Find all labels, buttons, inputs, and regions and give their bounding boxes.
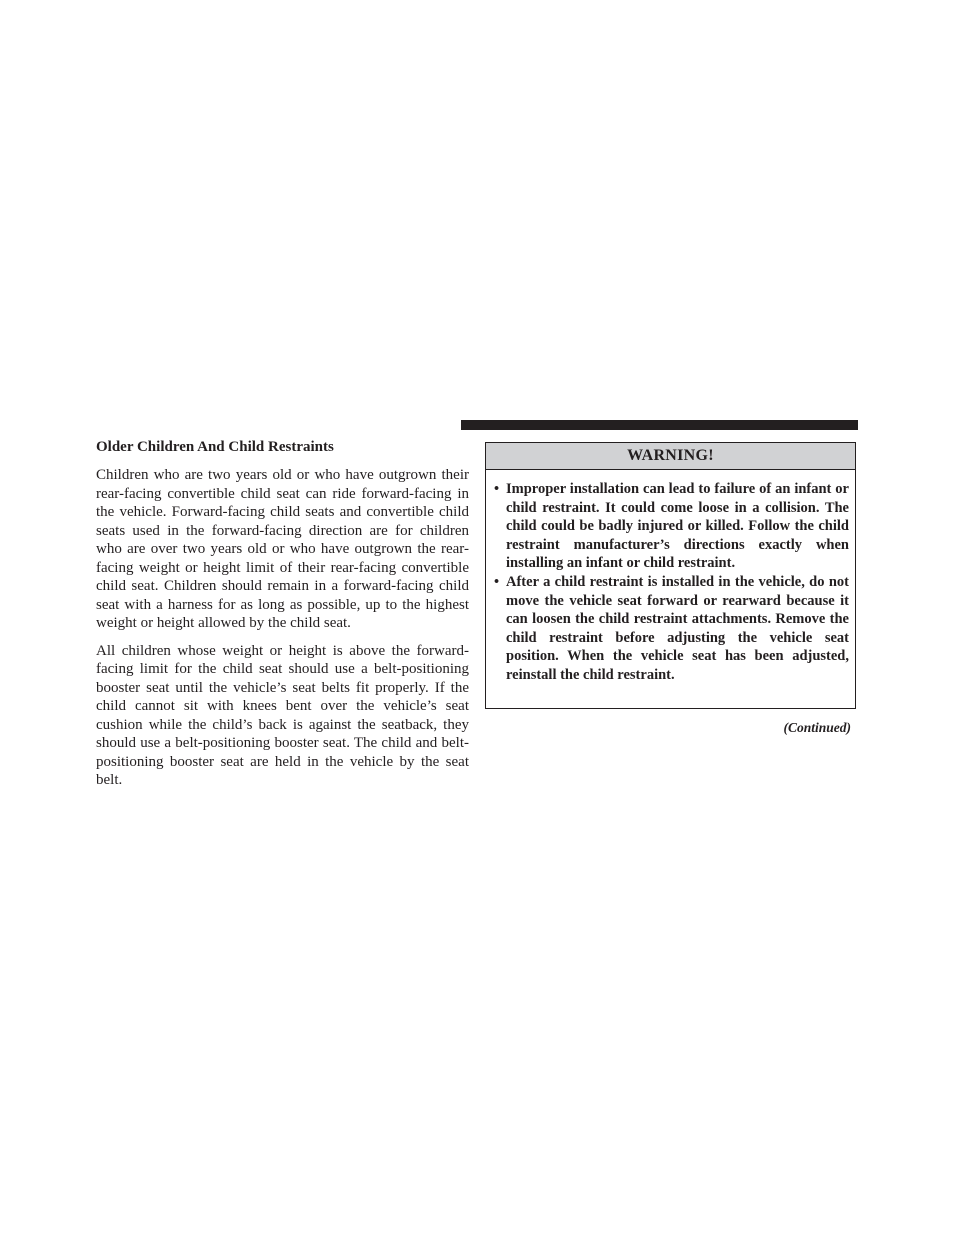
bullet-icon: • (494, 481, 500, 497)
section-top-rule (461, 420, 858, 430)
warning-box (485, 442, 856, 709)
warning-title: WARNING! (486, 443, 855, 470)
warning-item-text: After a child restraint is installed in the vehicle, do not move the vehicle seat forward or rearward because it can loosen the child restraint attachments. Remove the child restraint before adjusting the vehicle seat position. When the vehicle seat has been adjusted, reinstall the child restraint. (506, 573, 849, 683)
warning-item-2 (494, 573, 849, 685)
warning-item-1 (494, 480, 849, 573)
body-paragraph-2: All children whose weight or height is above the forward-facing limit for the child seat should use a belt-positioning booster seat until the vehicle’s seat belts fit properly. If the child cannot sit with knees bent over the vehicle’s seat cushion while the child’s back is against the seatback, they should use a belt-positioning booster seat. The child and belt-positioning booster seat are held in the vehicle by the seat belt. (96, 642, 469, 788)
left-column (96, 438, 469, 799)
body-paragraph-1: Children who are two years old or who have outgrown their rear-facing convertible child seat can ride forward-facing in the vehicle. Forward-facing child seats and convertible child seats used in the forward-facing direction are for children who are over two years old or who have outgrown the rear-facing weight or height limit of their rear-facing convertible child seat. Children should remain in a forward-facing child seat with a harness for as long as possible, up to the highest weight or height allowed by the child seat. (96, 467, 469, 631)
bullet-icon: • (494, 573, 500, 590)
section-heading: Older Children And Child Restraints (96, 439, 334, 455)
warning-item-text: Improper installation can lead to failure of an infant or child restraint. It could come loose in a collision. The child could be badly injured or killed. Follow the child restraint manufacturer’s directions exactly when installing an infant or child restraint. (506, 481, 849, 572)
continued-note: (Continued) (783, 720, 851, 735)
warning-list (486, 470, 855, 685)
